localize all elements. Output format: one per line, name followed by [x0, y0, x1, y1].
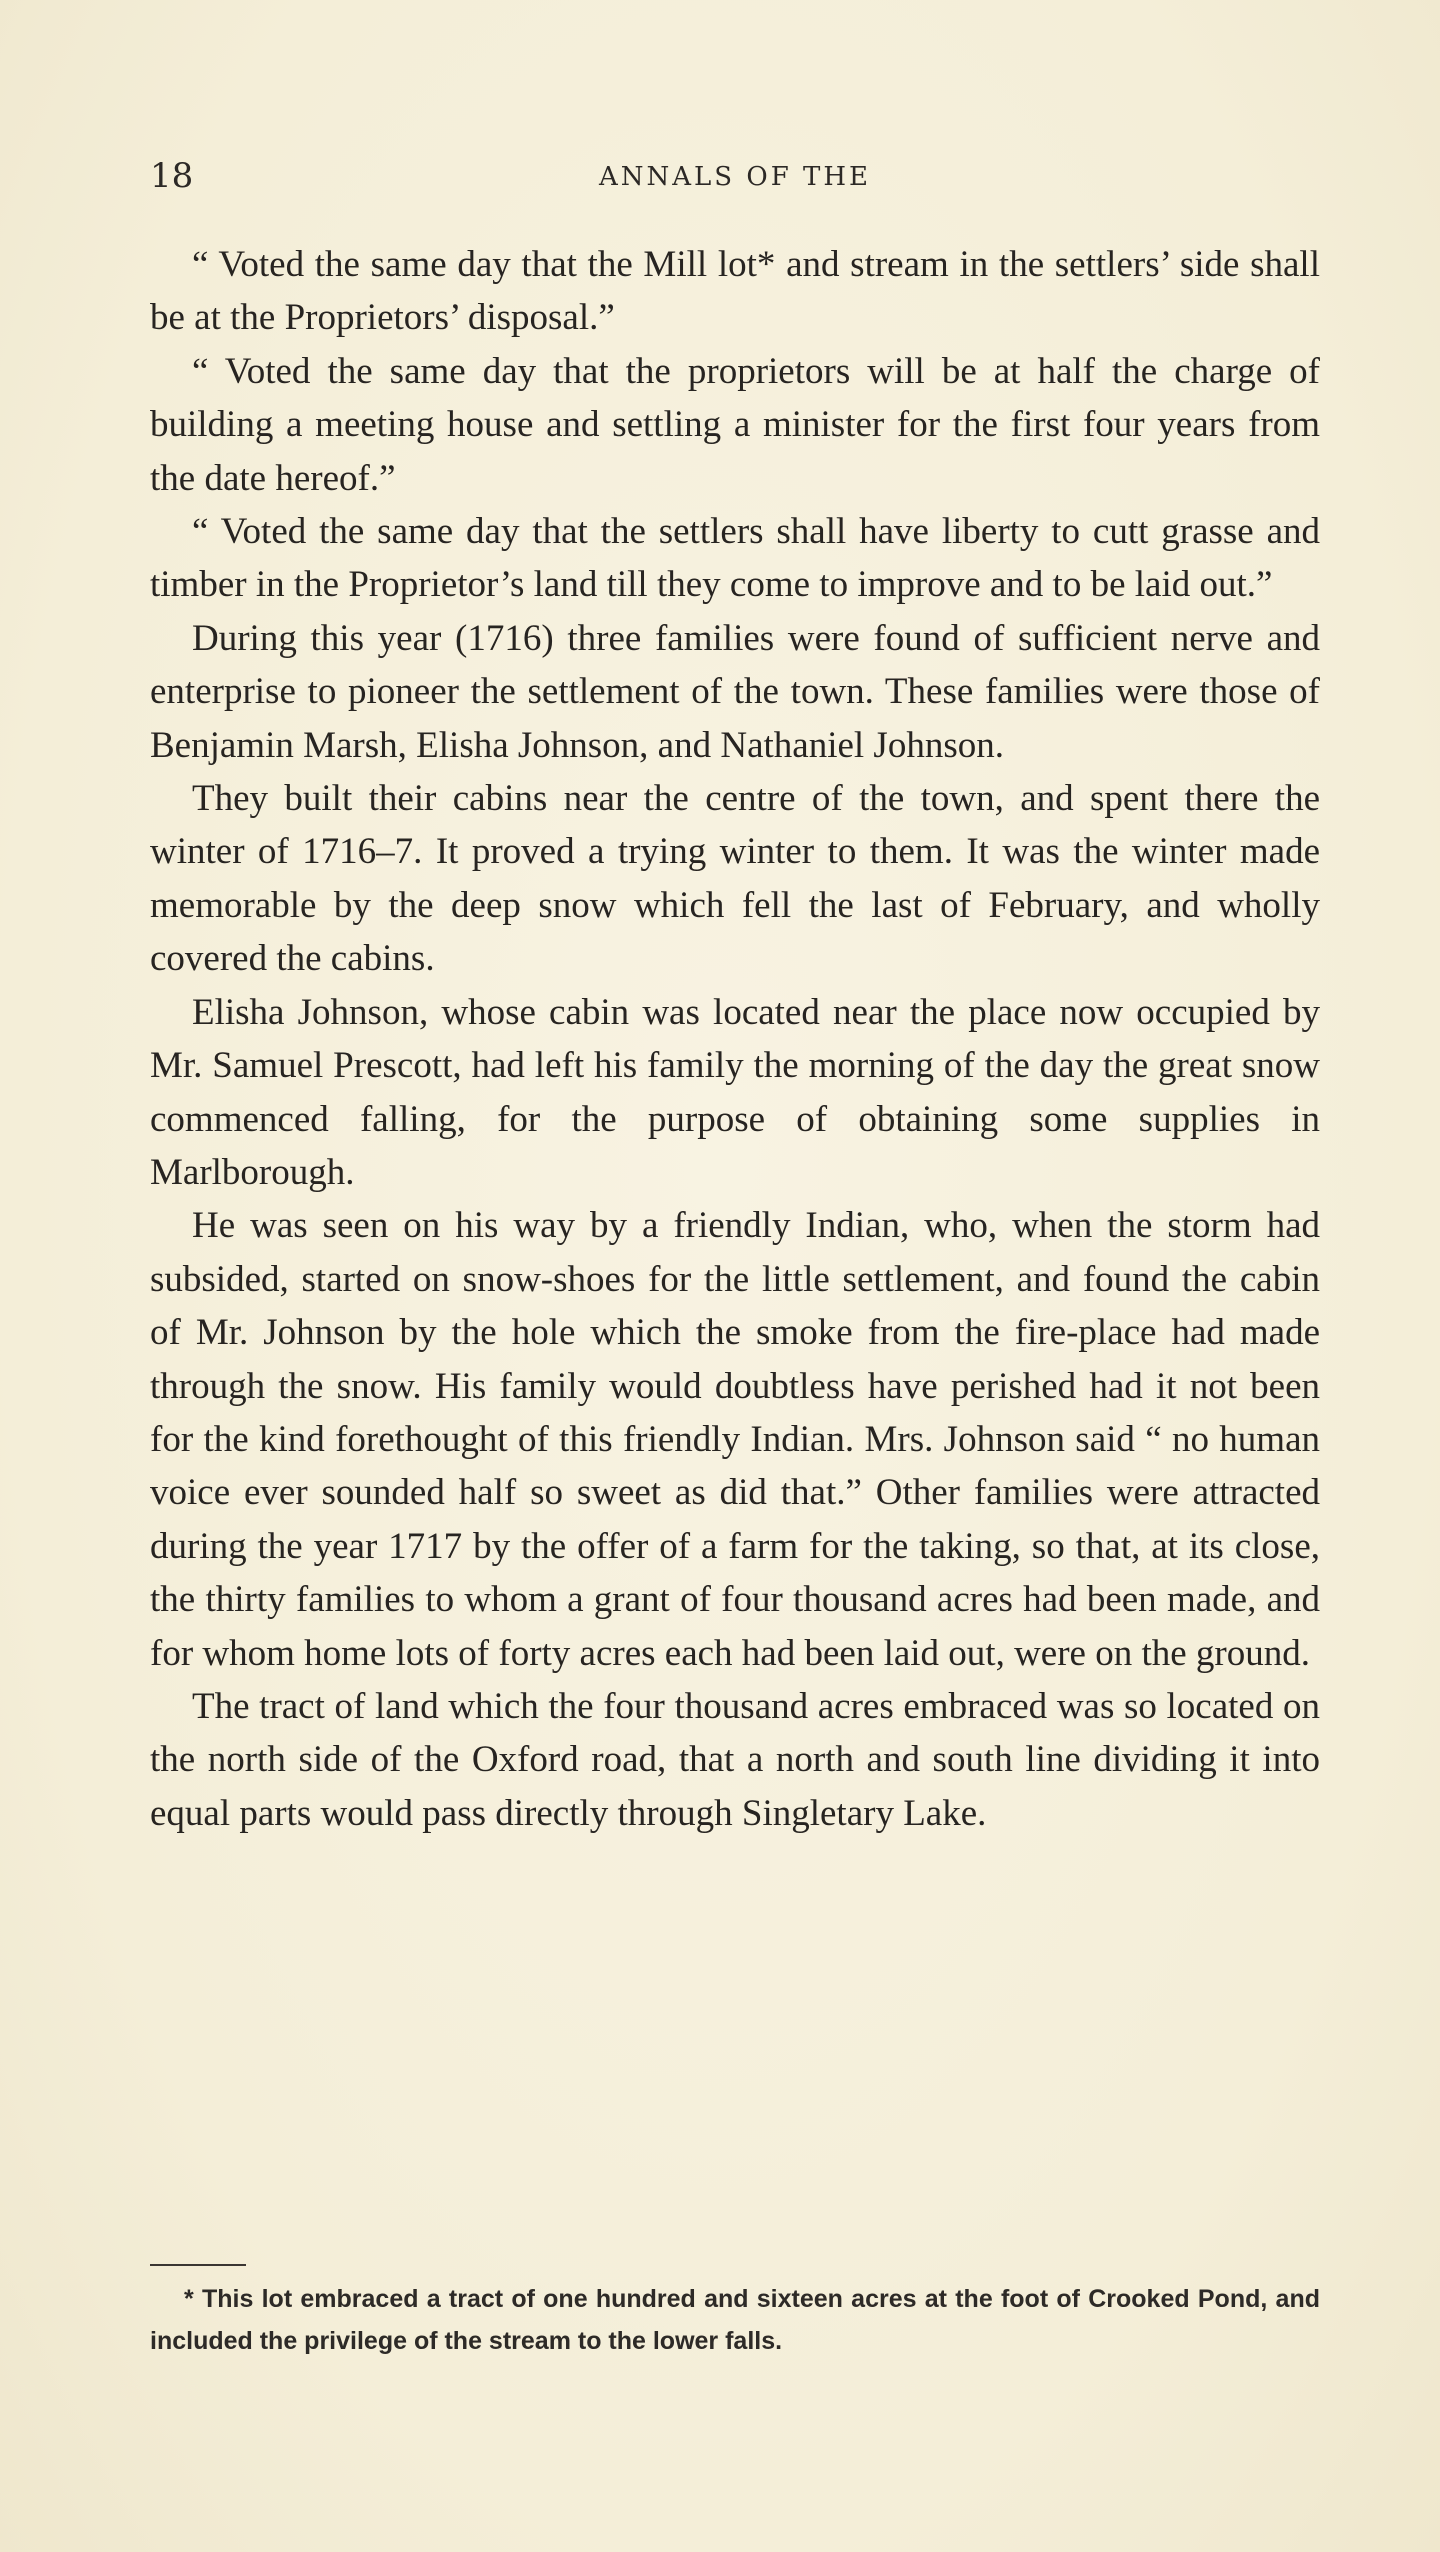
paragraph: “ Voted the same day that the Mill lot* and stream in the settlers’ side shall be at the Proprietors’ disposal.” — [150, 244, 1320, 339]
paragraph: He was seen on his way by a friendly Indian, who, when the storm had subsided, started on snow-shoes for the little settlement, and found the cabin of Mr. Johnson by the hole which the smoke from the fire-place had made through the snow. His family would doubtless have perished had it not been for the kind forethought of this friendly Indian. Mrs. Johnson said “ no human voice ever sounded half so sweet as did that.” Other families were attracted during the year 1717 by the offer of a farm for the taking, so that, at its close, the thirty families to whom a grant of four thousand acres had been made, and for whom home lots of forty acres each had been laid out, were on the ground. — [150, 1205, 1320, 1674]
paragraph: They built their cabins near the centre of the town, and spent there the winter of 1716–7. It proved a trying winter to them. It was the winter made memorable by the deep snow which fell the last of February, and wholly covered the cabins. — [150, 778, 1320, 980]
footnote-text: * This lot embraced a tract of one hundred and sixteen acres at the foot of Crooked Pond, and included the privilege of the stream to the lower falls. — [150, 2285, 1320, 2355]
page-number: 18 — [150, 156, 194, 196]
paragraph: “ Voted the same day that the proprietors will be at half the charge of building a meeting house and settling a minister for the first four years from the date hereof.” — [150, 350, 1320, 499]
paragraph: During this year (1716) three families were found of sufficient nerve and enterprise to pioneer the settlement of the town. These families were those of Benjamin Marsh, Elisha Johnson, and Nathaniel Johnson. — [150, 617, 1320, 766]
running-head: ANNALS OF THE — [598, 162, 871, 192]
page-header — [150, 156, 1320, 216]
paragraph: The tract of land which the four thousand acres embraced was so located on the north side of the Oxford road, that a north and south line dividing it into equal parts would pass directly through Singletary Lake. — [150, 1685, 1320, 1834]
body-text — [150, 238, 1320, 1840]
footnote — [150, 2278, 1320, 2362]
paragraph: Elisha Johnson, whose cabin was located near the place now occupied by Mr. Samuel Prescott, had left his family the morning of the day the great snow commenced falling, for the purpose of obtaining some supplies in Marlborough. — [150, 991, 1320, 1193]
footnote-rule — [150, 2264, 246, 2266]
paragraph: “ Voted the same day that the settlers shall have liberty to cutt grasse and timber in the Proprietor’s land till they come to improve and to be laid out.” — [150, 511, 1320, 606]
